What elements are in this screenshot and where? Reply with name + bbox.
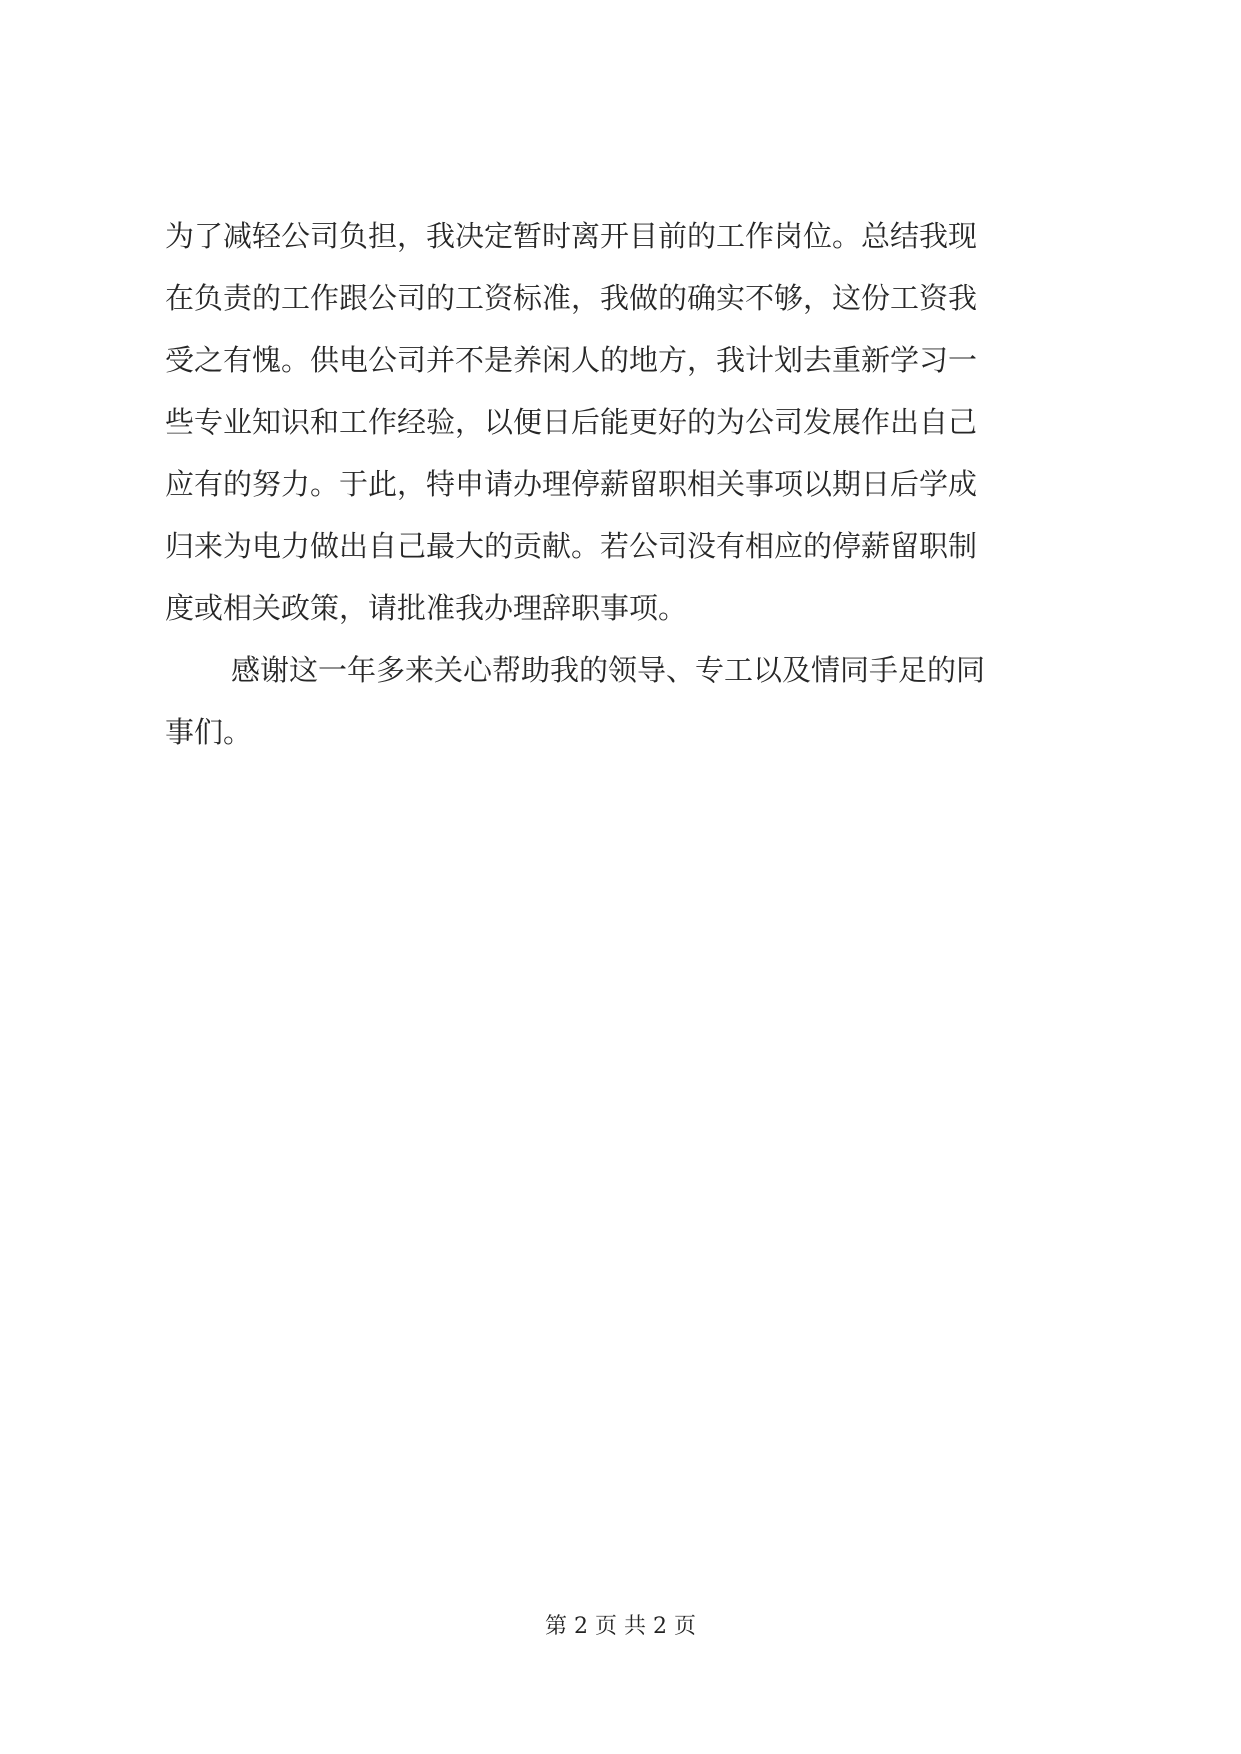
text-line-content: 感谢这一年多来关心帮助我的领导、专工以及情同手足的同	[231, 653, 986, 687]
text-line-content: 在负责的工作跟公司的工资标准，我做的确实不够，这份工资我	[165, 281, 978, 315]
text-line	[165, 515, 1085, 577]
text-line-content: 度或相关政策，请批准我办理辞职事项。	[165, 591, 688, 625]
text-line	[165, 453, 1085, 515]
text-line	[165, 577, 1085, 639]
text-line	[165, 267, 1085, 329]
text-line-indented	[165, 639, 1085, 701]
page-number-indicator: 第 2 页 共 2 页	[545, 1614, 696, 1639]
text-line	[165, 391, 1085, 453]
text-line	[165, 701, 1085, 763]
text-line-content: 归来为电力做出自己最大的贡献。若公司没有相应的停薪留职制	[165, 529, 978, 563]
document-body	[165, 205, 1085, 763]
text-line-content: 些专业知识和工作经验，以便日后能更好的为公司发展作出自己	[165, 405, 978, 439]
page-footer	[0, 1612, 1241, 1642]
text-line-content: 为了减轻公司负担，我决定暂时离开目前的工作岗位。总结我现	[165, 219, 978, 253]
text-line-content: 事们。	[165, 715, 253, 749]
text-line-content: 应有的努力。于此，特申请办理停薪留职相关事项以期日后学成	[165, 467, 978, 501]
text-line	[165, 329, 1085, 391]
text-line	[165, 205, 1085, 267]
text-line-content: 受之有愧。供电公司并不是养闲人的地方，我计划去重新学习一	[165, 343, 978, 377]
